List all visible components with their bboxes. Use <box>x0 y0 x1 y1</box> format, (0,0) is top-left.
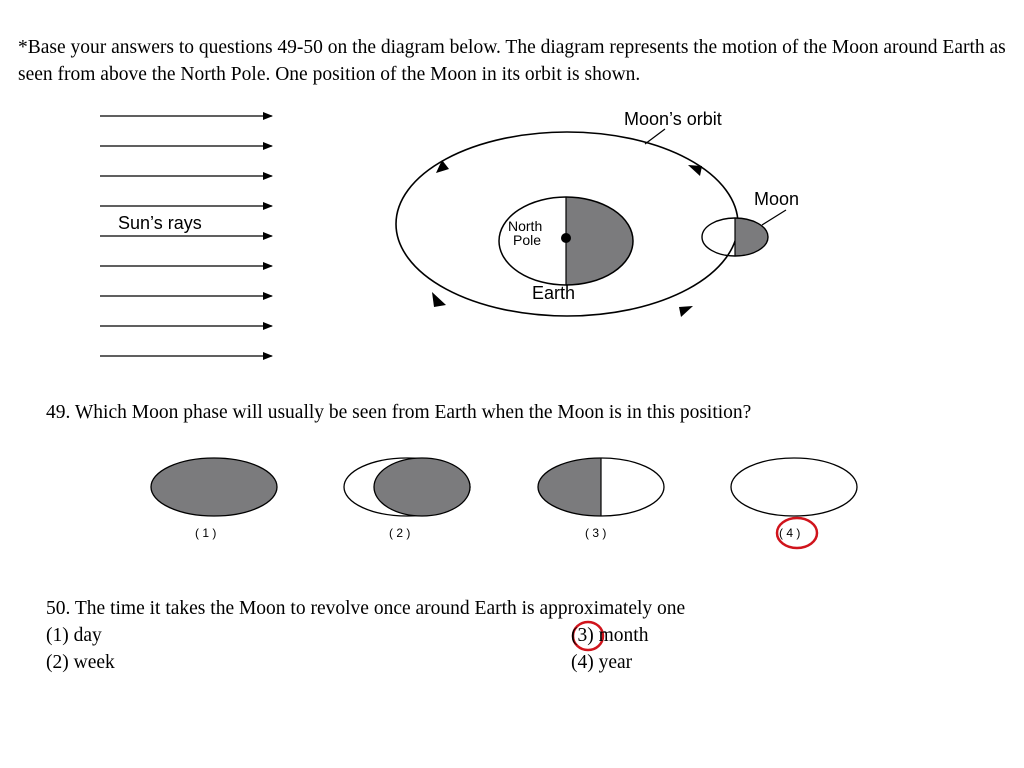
orbit-label: Moon’s orbit <box>624 109 722 129</box>
phase-option-1 <box>151 458 277 516</box>
orbit-arrow-icon <box>688 165 702 176</box>
sun-rays-label: Sun’s rays <box>118 213 202 233</box>
north-pole-dot <box>561 233 571 243</box>
sun-rays <box>100 116 272 356</box>
orbit-label-leader <box>645 129 665 144</box>
orbit-arrow-icon <box>679 306 693 317</box>
north-pole-label-line2: Pole <box>513 232 542 248</box>
phase-option-2-label: ( 2 ) <box>389 526 411 540</box>
phase-option-3-label: ( 3 ) <box>585 526 607 540</box>
north-pole-label-line1: North <box>508 218 543 234</box>
moon-label: Moon <box>754 189 800 209</box>
phase-option-4 <box>731 458 857 516</box>
orbit-arrow-icon <box>436 160 449 173</box>
phase-option-4-label: ( 4 ) <box>779 526 801 540</box>
phase-option-2-shadow <box>374 458 470 516</box>
question-49-text: 49. Which Moon phase will usually be seen from Earth when the Moon is in this position? <box>46 402 752 423</box>
orbit-arrow-icon <box>432 292 446 307</box>
phase-option-1-label: ( 1 ) <box>195 526 217 540</box>
q50-choice-4: (4) year <box>571 652 633 673</box>
earth-night-side <box>566 197 633 285</box>
q50-choice-1: (1) day <box>46 625 102 646</box>
q50-choice-2: (2) week <box>46 652 115 673</box>
phase-option-3-dark-half <box>538 458 601 516</box>
question-50-text: 50. The time it takes the Moon to revolve once around Earth is approximately one <box>46 598 686 619</box>
earth-label: Earth <box>532 283 576 303</box>
intro-text: *Base your answers to questions 49-50 on the diagram below. The diagram represents the motion of the Moon around Earth as seen from above the North Pole. One position of the Moon in its orbit is shown. <box>18 37 1006 85</box>
moon-label-leader <box>762 210 786 225</box>
q50-choice-3: (3) month <box>571 625 649 646</box>
